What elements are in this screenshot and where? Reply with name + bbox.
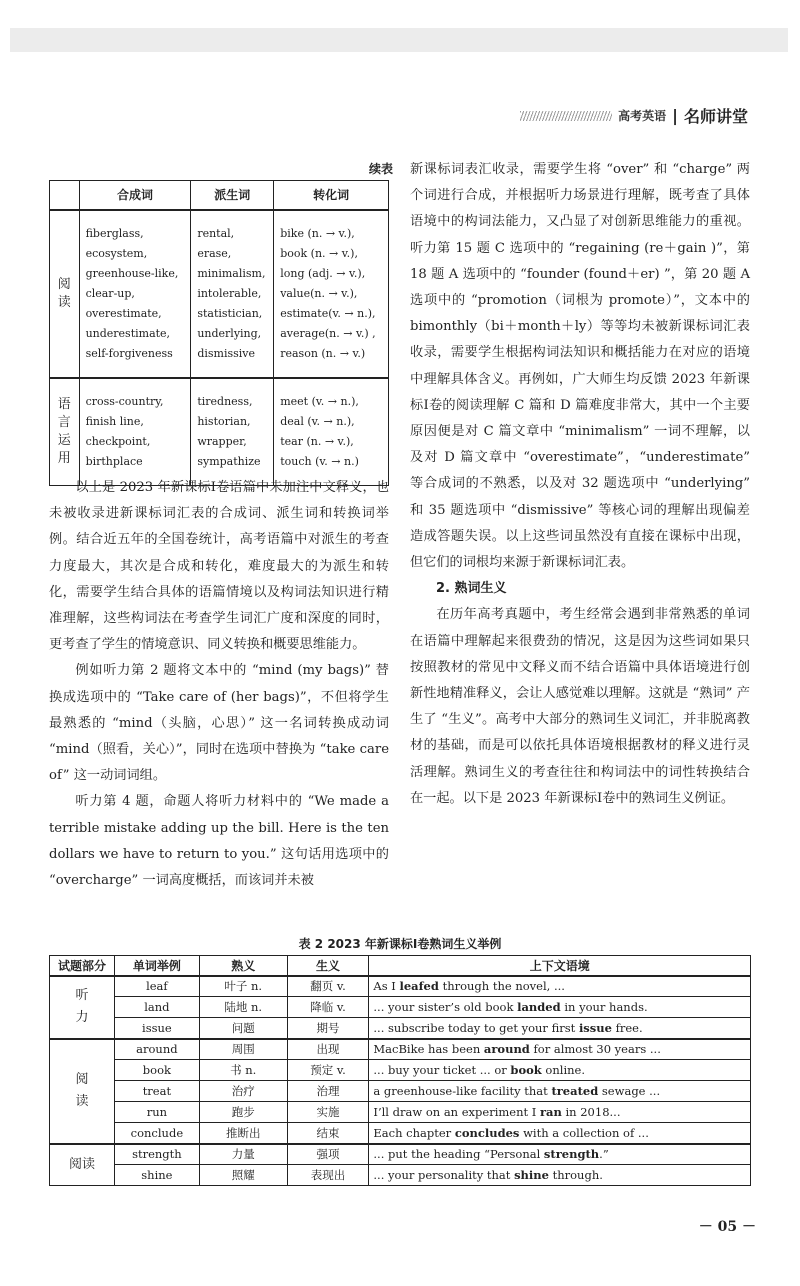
table1-word: clear-up, [85, 286, 135, 300]
table2-new-cell: 强项 [287, 1144, 369, 1165]
table1-word: finish line, [85, 414, 144, 428]
table2-familiar-cell: 书 n. [199, 1060, 287, 1081]
table1-word: sympathize [197, 454, 261, 468]
table1-word: erase, [197, 246, 232, 260]
table2-familiar-cell: 推断出 [199, 1123, 287, 1144]
context-keyword: landed [517, 1000, 561, 1014]
section-char: 用 [57, 450, 71, 466]
context-text: MacBike has been [373, 1042, 484, 1057]
table1-word: estimate(v. → n.), [280, 306, 376, 320]
paragraph: 在历年高考真题中，考生经常会遇到非常熟悉的单词在语篇中理解起来很费劲的情况，这是因为这些词如果只按照教材的常见中文释义而不结合语篇中具体语境进行创新性地精准释义，会让人感觉难以理解。这就是 “熟词” 产生了 “生义”。高考中大部分的熟词生义词汇，并非脱离教材的基础，而是可以依托具体语境根据教材的释义进行灵活理解。熟词生义的考查往往和构词法中的词性转换结合在一起。以下是 2023 年新课标Ⅰ卷中的熟词生义例证。 [410, 607, 750, 806]
table2-word-cell: issue [114, 1018, 199, 1039]
table2-section-cell [50, 1144, 115, 1186]
table1-conversion-cell [274, 210, 389, 378]
table2-context-cell [369, 1081, 751, 1102]
table2-familiar-words [49, 955, 751, 1186]
table2-word-cell: around [114, 1039, 199, 1060]
table2-caption: 表 2 2023 年新课标Ⅰ卷熟词生义举例 [298, 937, 502, 951]
table1-word: tear (n. → v.), [280, 434, 354, 448]
table1-word: touch (v. → n.) [280, 454, 359, 468]
section-char: 听 [75, 988, 89, 1003]
table2-header-new: 生义 [287, 956, 369, 976]
table1-compound-cell [79, 210, 191, 378]
table1-word-formation [49, 180, 389, 486]
section-char: 力 [75, 1010, 89, 1025]
table2-context-cell [369, 976, 751, 997]
context-text: Each chapter [373, 1125, 455, 1140]
table1-word: ecosystem, [85, 246, 148, 260]
table1-word: reason (n. → v.) [280, 346, 366, 360]
table1-word: bike (n. → v.), [280, 226, 355, 240]
table2-familiar-cell: 治疗 [199, 1081, 287, 1102]
table2-new-cell: 预定 v. [287, 1060, 369, 1081]
context-text: for almost 30 years ... [529, 1042, 661, 1057]
table2-familiar-cell: 跑步 [199, 1102, 287, 1123]
table2-word-cell: run [114, 1102, 199, 1123]
table1-derived-cell [191, 210, 274, 378]
context-text: ... put the heading “Personal [373, 1147, 544, 1162]
table2-section-cell [50, 1039, 115, 1144]
table1-row [50, 378, 389, 486]
table2-row [50, 1060, 751, 1081]
section-heading: 2. 熟词生义 [436, 581, 507, 597]
table1-word: cross-country, [85, 394, 164, 408]
table1-word: self-forgiveness [85, 346, 173, 360]
context-text: ... buy your ticket ... or [373, 1063, 511, 1077]
context-keyword: ran [539, 1105, 562, 1119]
table2-word-cell: leaf [114, 976, 199, 997]
context-text: I’ll draw on an experiment I [373, 1105, 540, 1119]
table2-new-cell: 表现出 [287, 1165, 369, 1186]
table2-word-cell: land [114, 997, 199, 1018]
table2-new-cell: 结束 [287, 1123, 369, 1144]
table1-word: overestimate, [85, 306, 162, 320]
table2-header-word: 单词举例 [114, 956, 199, 976]
context-keyword: concludes [454, 1125, 520, 1140]
table1-compound-cell [79, 378, 191, 486]
table2-word-cell: conclude [114, 1123, 199, 1144]
table2-familiar-cell: 叶子 n. [199, 976, 287, 997]
section-header [520, 104, 748, 127]
table2-context-cell [369, 1102, 751, 1123]
table2-familiar-cell: 问题 [199, 1018, 287, 1039]
section-char: 阅读 [68, 1156, 95, 1172]
context-text: ... your sister’s old book [373, 1000, 518, 1014]
context-text: with a collection of ... [519, 1125, 649, 1140]
table1-word: rental, [197, 226, 235, 240]
top-band [10, 28, 788, 52]
table2-row [50, 1018, 751, 1039]
right-text-column [410, 157, 750, 812]
table2-context-cell [369, 997, 751, 1018]
paragraph: 以上是 2023 年新课标Ⅰ卷语篇中未加注中文释义，也未被收录进新课标词汇表的合成词、派生词和转换词举例。结合近五年的全国卷统计，高考语篇中对派生的考查力度最大，其次是合成和转化，难度最大的为派生和转化，需要学生结合具体的语篇情境以及构词法知识进行精准理解，这些构词法在考查学生词汇广度和深度的同时，更考查了学生的情境意识、同义转换和概要思维能力。 [49, 480, 389, 653]
table1-word: fiberglass, [85, 226, 144, 240]
table2-word-cell: strength [114, 1144, 199, 1165]
table2-section-cell [50, 976, 115, 1039]
context-text: sewage ... [598, 1084, 661, 1098]
section-char: 言 [57, 414, 71, 430]
context-text: a greenhouse-like facility that [373, 1084, 552, 1098]
table2-row [50, 1102, 751, 1123]
table2-row [50, 1039, 751, 1060]
table2-word-cell: shine [114, 1165, 199, 1186]
table2-familiar-cell: 照耀 [199, 1165, 287, 1186]
table2-row [50, 1165, 751, 1186]
table2-context-cell [369, 1144, 751, 1165]
table2-context-cell [369, 1165, 751, 1186]
table1-word: underestimate, [85, 326, 171, 340]
table1-word: meet (v. → n.), [280, 394, 359, 408]
table1-word: underlying, [197, 326, 262, 340]
section-char: 语 [57, 396, 71, 412]
table1-continued-label: 续表 [369, 162, 394, 176]
page-number: － 05 － [698, 1219, 756, 1235]
header-stripes [520, 111, 612, 121]
paragraph: 新课标词表汇收录，需要学生将 “over” 和 “charge” 两个词进行合成，并根据听力场景进行理解，既考查了具体语境中的构词法能力，又凸显了对创新思维能力的重视。听力第 15 题 C 选项中的 “regaining (re＋gain )”，第 18 题 A 选项中的 “founder (found＋er) ”，第 20 题 A 选项中的 “promotion（词根为 promote）”，文本中的 bimonthly（bi＋month＋ly）等等均未被新课标词汇表收录，需要学生根据构词法知识和概括能力在对应的语境中理解具体含义。再例如，广大师生均反馈 2023 年新课标Ⅰ卷的阅读理解 C 篇和 D 篇难度非常大，其中一个主要原因便是对 C 篇文章中 “minimalism” 一词不理解，以及对 D 篇文章中 “overestimate”，“underestimate” 等合成词的不熟悉，以及对 32 题选项中 “underlying” 和 35 题选项中 “dismissive” 等核心词的理解出现偏差造成答题失误。以上这些词虽然没有直接在课标中出现，但它们的词根均来源于新课标词汇表。 [410, 162, 750, 571]
table2-context-cell [369, 1060, 751, 1081]
context-text: in 2018... [561, 1105, 621, 1119]
table1-header-compound: 合成词 [79, 181, 191, 210]
table2-new-cell: 出现 [287, 1039, 369, 1060]
table2-new-cell: 治理 [287, 1081, 369, 1102]
table1-word: statistician, [197, 306, 263, 320]
table2-context-cell [369, 1039, 751, 1060]
table2-context-cell [369, 1018, 751, 1039]
table2-word-cell: book [114, 1060, 199, 1081]
table1-word: checkpoint, [85, 434, 151, 448]
paragraph: 例如听力第 2 题将文本中的 “mind (my bags)” 替换成选项中的 “Take care of (her bags)”，不但将学生最熟悉的 “mind（头脑，心思）” 这一名词转换成动词 “mind（照看，关心）”，同时在选项中替换为 “take care of” 这一动词词组。 [49, 663, 389, 784]
table1-corner-cell [50, 181, 80, 210]
table2-context-cell [369, 1123, 751, 1144]
table1-word: deal (v. → n.), [280, 414, 355, 428]
section-char: 读 [75, 1094, 89, 1109]
table1-word: wrapper, [197, 434, 247, 448]
table2-header-context: 上下文语境 [369, 956, 751, 976]
context-text: through the novel, ... [438, 979, 565, 994]
context-text: free. [611, 1020, 643, 1035]
table2-header-familiar: 熟义 [199, 956, 287, 976]
table1-word: long (adj. → v.), [280, 266, 366, 280]
section-char: 读 [57, 294, 71, 310]
section-char: 阅 [57, 276, 71, 292]
table1-word: tiredness, [197, 394, 253, 408]
table1-header-conversion: 转化词 [274, 181, 389, 210]
table2-new-cell: 期号 [287, 1018, 369, 1039]
paragraph: 听力第 4 题，命题人将听力材料中的 “We made a terrible mistake adding up the bill. Here is the ten dollars we have to return to you.” 这句话用选项中的 “overcharge” 一词高度概括，而该词并未被 [49, 794, 389, 889]
table2-row [50, 1144, 751, 1165]
table1-conversion-cell [274, 378, 389, 486]
context-keyword: around [483, 1042, 530, 1057]
header-separator: | [672, 106, 678, 125]
table1-word: birthplace [85, 454, 143, 468]
table1-word: intolerable, [197, 286, 262, 300]
context-keyword: leafed [399, 979, 439, 994]
context-text: online. [541, 1063, 585, 1077]
table1-header-derived: 派生词 [191, 181, 274, 210]
table2-row [50, 1123, 751, 1144]
table1-section-cell [50, 210, 80, 378]
context-keyword: issue [578, 1020, 612, 1035]
table2-header-section: 试题部分 [50, 956, 115, 976]
table2-new-cell: 实施 [287, 1102, 369, 1123]
table1-row [50, 210, 389, 378]
context-text: As I [373, 979, 400, 994]
table2-row [50, 1081, 751, 1102]
context-text: ... subscribe today to get your first [373, 1020, 579, 1035]
table2-familiar-cell: 周围 [199, 1039, 287, 1060]
table2-familiar-cell: 力量 [199, 1144, 287, 1165]
context-keyword: strength [543, 1147, 600, 1162]
table1-word: average(n. → v.) , [280, 326, 376, 340]
table1-word: value(n. → v.), [280, 286, 358, 300]
context-keyword: shine [514, 1168, 549, 1182]
context-text: in your hands. [560, 1000, 648, 1014]
table2-row [50, 976, 751, 997]
section-char: 阅 [75, 1072, 89, 1087]
table2-new-cell: 降临 v. [287, 997, 369, 1018]
table2-word-cell: treat [114, 1081, 199, 1102]
table2-new-cell: 翻页 v. [287, 976, 369, 997]
table2-row [50, 997, 751, 1018]
table2-familiar-cell: 陆地 n. [199, 997, 287, 1018]
table1-word: book (n. → v.), [280, 246, 358, 260]
header-subject: 高考英语 [618, 109, 667, 123]
table1-word: dismissive [197, 346, 256, 360]
context-keyword: book [510, 1063, 542, 1077]
context-text: ... your personality that [373, 1168, 515, 1182]
table1-word: greenhouse-like, [85, 266, 179, 280]
section-char: 运 [57, 432, 71, 448]
header-column-title: 名师讲堂 [683, 107, 748, 126]
table1-word: minimalism, [197, 266, 266, 280]
left-text-column [49, 475, 389, 894]
context-keyword: treated [551, 1084, 599, 1098]
context-text: through. [548, 1168, 603, 1182]
table1-derived-cell [191, 378, 274, 486]
table1-word: historian, [197, 414, 251, 428]
context-text: .” [599, 1147, 609, 1162]
table1-section-cell [50, 378, 80, 486]
